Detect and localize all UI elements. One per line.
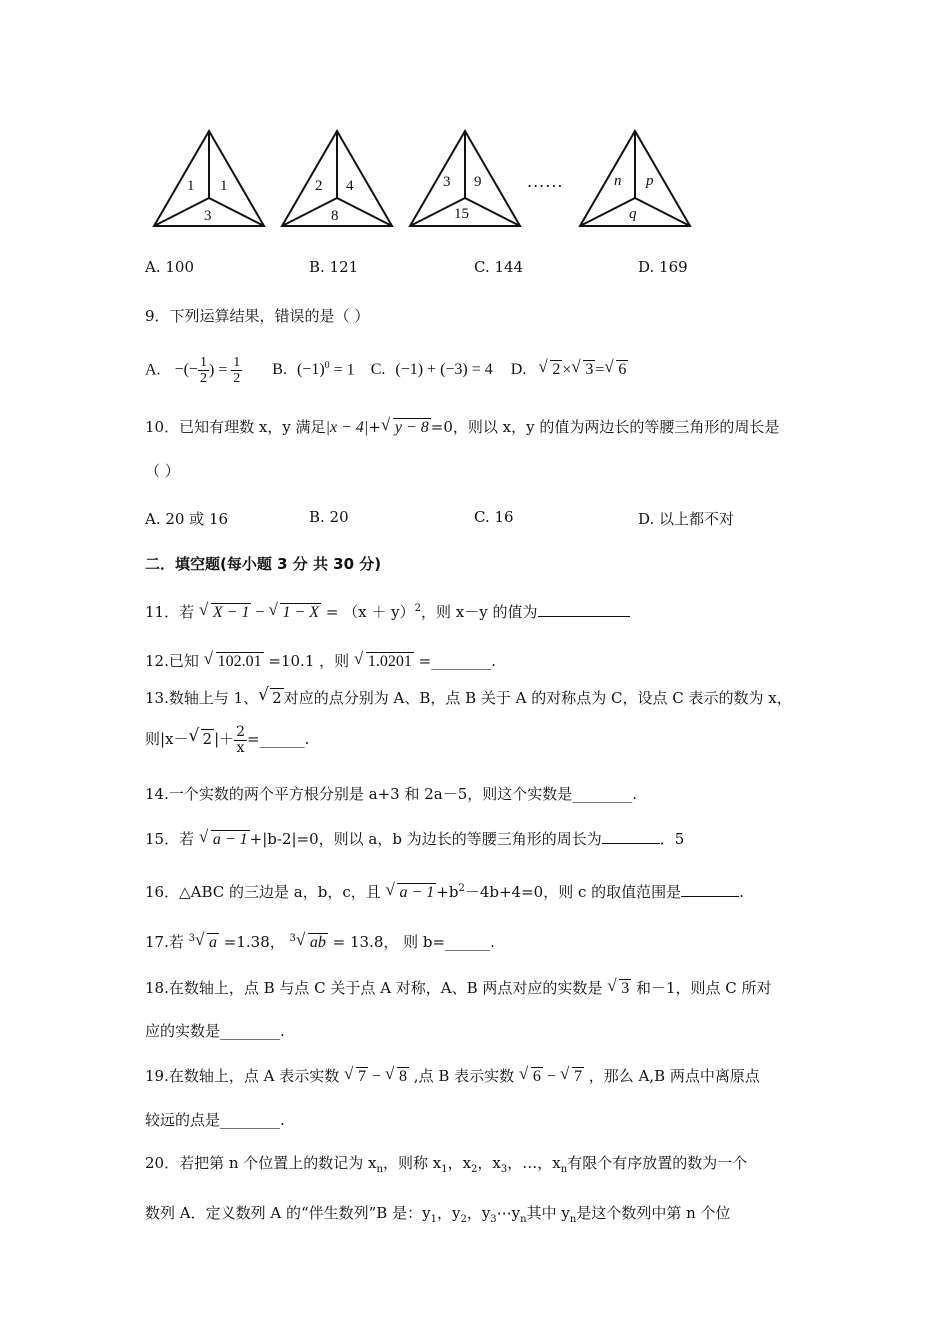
q20-line-2-pre: 数列 A．定义数列 A 的“伴生数列”B 是：y [145, 1204, 431, 1222]
radicand: 3 [585, 361, 594, 379]
radicand: a [209, 934, 217, 951]
q13-radical [258, 687, 284, 709]
q9-option-a-label: A. [145, 361, 161, 379]
minus-sign: − [542, 1068, 560, 1085]
q9-option-d-rad2 [571, 352, 595, 388]
q20-line-2-post: 是这个数列中第 n 个位 [576, 1204, 731, 1222]
frac-den: 2 [233, 371, 241, 387]
triangle-figure-n [576, 128, 694, 234]
times-sign: × [562, 361, 572, 379]
q13-radical-2 [189, 722, 215, 756]
q9-options [145, 348, 628, 388]
radicand: 8 [399, 1068, 408, 1085]
q17-mid: =1.38， [219, 933, 290, 951]
triangle-n-right: p [646, 173, 654, 189]
q16-exp: 2 [458, 883, 465, 894]
subscript: n [560, 1164, 568, 1175]
q19-radical-a2 [385, 1066, 409, 1088]
q20-line-1 [145, 1152, 747, 1181]
triangle-figure-2 [278, 128, 396, 234]
q14: 14.一个实数的两个平方根分别是 a+3 和 2a－5，则这个实数是________. [145, 785, 638, 803]
minus-sign: − [251, 604, 269, 621]
radicand: 2 [552, 361, 561, 379]
q8-option-d: D. 169 [638, 258, 688, 276]
q20-line-1-a: 20．若把第 n 个位置上的数记为 x [145, 1154, 377, 1172]
triangle-2-right: 4 [346, 178, 354, 194]
q12 [145, 650, 496, 673]
q11-pre: 11．若 [145, 603, 195, 621]
q11-radical-1 [199, 602, 252, 624]
triangle-n-left: n [614, 173, 622, 189]
q20-line-2 [145, 1202, 731, 1231]
frac-num: 1 [233, 355, 241, 371]
q16-mid: +b [436, 883, 459, 901]
q17 [145, 928, 495, 954]
q9-option-d-rad3 [604, 352, 628, 388]
q20-sep: ，x [447, 1154, 472, 1172]
subscript: 3 [500, 1164, 508, 1175]
q11 [145, 598, 630, 624]
q18-line-1 [145, 977, 772, 1000]
q15-post: ．5 [659, 830, 685, 848]
q19-radical-a1 [344, 1066, 368, 1088]
q15-blank[interactable] [602, 829, 660, 844]
q15-mid: +|b-2|=0，则以 a，b 为边长的等腰三角形的周长为 [249, 830, 602, 848]
frac-den: 2 [199, 371, 207, 387]
q10-post: =0，则以 x，y 的值为两边长的等腰三角形的周长是 [430, 418, 780, 436]
q9-option-b-expr: (−1) [296, 361, 325, 379]
q15-radical [199, 829, 250, 851]
q13-line-2-post: =______. [247, 730, 310, 748]
q9-option-b-rhs: = 1 [329, 361, 355, 379]
subscript: 2 [471, 1164, 478, 1175]
radicand: 102.01 [217, 653, 262, 670]
q13-frac [234, 725, 247, 756]
q10-radical [381, 417, 431, 439]
q9-option-a-rhs [231, 355, 242, 386]
q12-radical-2 [354, 651, 414, 673]
triangle-1-bottom: 3 [204, 208, 212, 224]
q10-abs-expr: |x − 4| [325, 419, 369, 436]
q20-line-1-d: 有限个有序放置的数为一个 [567, 1154, 748, 1172]
q17-root-index-2: 3 [289, 933, 296, 944]
triangle-3-right: 9 [474, 174, 482, 190]
q16-mid2: －4b+4=0，则 c 的取值范围是 [464, 883, 682, 901]
q10-option-c: C. 16 [474, 508, 514, 526]
subscript: n [376, 1164, 383, 1175]
q9-option-a-frac [198, 355, 209, 386]
q8-option-a: A. 100 [145, 258, 194, 276]
q13-line-1-post: 对应的点分别为 A、B，点 B 关于 A 的对称点为 C，设点 C 表示的数为 x， [283, 689, 792, 707]
plus-sign: + [368, 418, 381, 436]
q20-sep: ，y [436, 1204, 461, 1222]
q12-radical-1 [204, 651, 264, 673]
q18-line-1-post: 和－1，则点 C 所对 [631, 979, 772, 997]
q10-option-d: D. 以上都不对 [638, 510, 735, 528]
q16-post: . [739, 883, 744, 901]
q11-radical-2 [268, 602, 321, 624]
q10-option-b: B. 20 [309, 508, 349, 526]
q20-line-1-b: ，则称 x [382, 1154, 442, 1172]
radicand: 2 [272, 689, 282, 707]
q16-blank[interactable] [681, 882, 739, 897]
subscript: 1 [430, 1214, 437, 1225]
radicand: X − 1 [212, 604, 250, 621]
equals-sign: = [595, 361, 605, 379]
q17-radical-2 [296, 932, 328, 954]
subscript: n [569, 1214, 577, 1225]
q16-radical [385, 882, 436, 904]
radicand: 7 [573, 1068, 582, 1085]
q10-pre: 10．已知有理数 x，y 满足 [145, 418, 326, 436]
q9-option-c-label: C. [370, 361, 386, 379]
triangle-3-bottom: 15 [454, 206, 469, 222]
radicand: 1 − X [282, 604, 320, 621]
q9-stem: 9．下列运算结果，错误的是（ ） [145, 307, 370, 325]
q13-line-1 [145, 687, 792, 709]
q10-option-a: A. 20 或 16 [145, 510, 229, 528]
q18-radical [607, 978, 631, 1000]
q20-dots: ⋯y [496, 1204, 521, 1222]
q9-option-c-expr: (−1) + (−3) = 4 [395, 361, 493, 379]
q9-option-d-label: D. [510, 361, 527, 379]
radicand: 7 [358, 1068, 366, 1085]
q16 [145, 878, 744, 904]
q13-line-2 [145, 722, 309, 756]
triangle-figure-3 [406, 128, 524, 234]
q18-line-2: 应的实数是________. [145, 1022, 285, 1040]
triangle-2-left: 2 [315, 178, 323, 194]
triangle-2-bottom: 8 [331, 208, 339, 224]
radicand: y − 8 [394, 419, 429, 436]
q13-pre: 13.数轴上与 1、 [145, 689, 259, 707]
q11-mid: = （x ＋ y） [321, 603, 415, 621]
radicand: a − 1 [399, 884, 435, 901]
subscript: 3 [490, 1214, 497, 1225]
q19-pre: 19.在数轴上，点 A 表示实数 [145, 1067, 344, 1085]
triangle-1-right: 1 [220, 178, 228, 194]
radicand: a − 1 [212, 831, 248, 848]
triangle-figure-1 [150, 128, 268, 234]
q15-pre: 15．若 [145, 830, 199, 848]
frac-num: 1 [199, 355, 207, 371]
q18-pre: 18.在数轴上，点 B 与点 C 关于点 A 对称，A、B 两点对应的实数是 [145, 979, 608, 997]
q17-post: = 13.8， 则 b=______. [327, 933, 495, 951]
q8-option-c: C. 144 [474, 258, 524, 276]
q13-line-2-pre: 则|x－ [145, 730, 189, 748]
q19-mid: ,点 B 表示实数 [409, 1067, 519, 1085]
q9-option-a-eq: ) = [208, 361, 228, 379]
q9-option-b-exp: 0 [324, 360, 330, 371]
q19-radical-b2 [560, 1066, 584, 1088]
q16-pre: 16．△ABC 的三边是 a，b，c，且 [145, 883, 386, 901]
q19-line-1 [145, 1065, 760, 1088]
q8-option-b: B. 121 [309, 258, 359, 276]
q12-post: =________. [413, 652, 497, 670]
subscript: n [520, 1214, 527, 1225]
radicand: 2 [202, 730, 213, 748]
q17-pre: 17.若 [145, 933, 189, 951]
q12-mid: =10.1 ，则 [263, 652, 354, 670]
q13-line-2-mid: |＋ [214, 730, 235, 748]
q9-option-b-label: B. [272, 361, 287, 379]
q19-line-2: 较远的点是________. [145, 1111, 285, 1129]
radicand: 1.0201 [367, 653, 412, 670]
q11-post: ，则 x－y 的值为 [421, 603, 538, 621]
q17-radical-1 [195, 932, 219, 954]
radicand: 6 [532, 1068, 541, 1085]
subscript: 1 [441, 1164, 448, 1175]
triangle-n-bottom: q [629, 206, 637, 222]
q9-option-a-neg: −(− [174, 361, 198, 379]
frac-den: x [236, 739, 245, 756]
q19-radical-b1 [519, 1066, 543, 1088]
q9-option-d-rad1 [538, 352, 562, 388]
q17-root-index-1: 3 [188, 933, 195, 944]
minus-sign: − [368, 1068, 386, 1085]
q19-line-1-post: ，那么 A,B 两点中离原点 [583, 1067, 760, 1085]
q10-paren: （ ） [145, 462, 180, 480]
radicand: 6 [618, 361, 627, 379]
q20-line-2-mid: 其中 y [526, 1204, 570, 1222]
frac-num: 2 [236, 723, 246, 740]
q20-sep: ，y [466, 1204, 491, 1222]
triangle-1-left: 1 [187, 178, 195, 194]
ellipsis-dots: ...... [527, 172, 564, 191]
q11-exp: 2 [414, 603, 422, 614]
radicand: 3 [621, 980, 630, 997]
q20-sep: ，x [477, 1154, 501, 1172]
section-2-heading: 二．填空题(每小题 3 分 共 30 分) [145, 555, 382, 573]
q11-blank[interactable] [538, 602, 630, 617]
q10-stem [145, 416, 779, 439]
radicand: ab [309, 934, 326, 951]
q20-line-1-c: ，…，x [507, 1154, 561, 1172]
triangle-3-left: 3 [443, 174, 451, 190]
q12-pre: 12.已知 [145, 652, 204, 670]
subscript: 2 [460, 1214, 467, 1225]
q15 [145, 828, 684, 851]
